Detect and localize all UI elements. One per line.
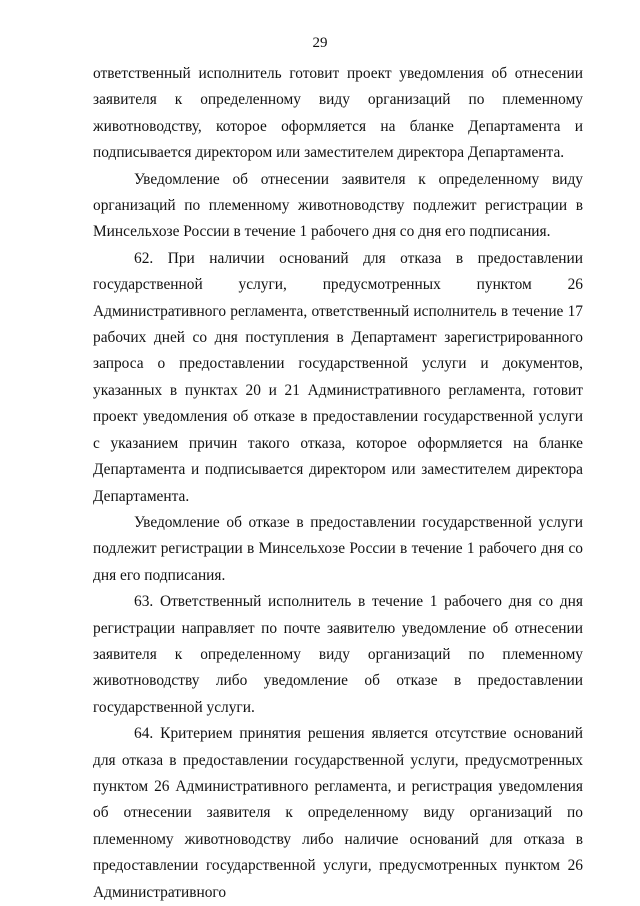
document-body — [93, 61, 583, 906]
paragraph-62-notice: Уведомление об отказе в предоставлении государственной услуги подлежит регистрации в Минсельхозе России в течение 1 рабочего дня со дня его подписания. — [93, 513, 583, 584]
paragraph-64: 64. Критерием принятия решения является отсутствие оснований для отказа в предоставлении государственной услуги, предусмотренных пунктом 26 Административного регламента, и регистрация уведомления об отнесении заявителя к определенному виду организаций по племенному животноводству либо наличие оснований для отказа в предоставлении государственной услуги, предусмотренных пунктом 26 Административного — [93, 725, 583, 901]
page-number: 29 — [312, 35, 328, 51]
paragraph-2: Уведомление об отнесении заявителя к определенному виду организаций по племенному животноводству подлежит регистрации в Минсельхозе России в течение 1 рабочего дня со дня его подписания. — [93, 170, 583, 241]
paragraph-62: 62. При наличии оснований для отказа в предоставлении государственной услуги, предусмотренных пунктом 26 Административного регламента, ответственный исполнитель в течение 17 рабочих дней со дня поступления в Департамент зарегистрированного запроса о предоставлении государственной услуги и документов, указанных в пунктах 20 и 21 Административного регламента, готовит проект уведомления об отказе в предоставлении государственной услуги с указанием причин такого отказа, которое оформляется на бланке Департамента и подписывается директором или заместителем директора Департамента. — [93, 249, 583, 505]
paragraph-63: 63. Ответственный исполнитель в течение 1 рабочего дня со дня регистрации направляет по почте заявителю уведомление об отнесении заявителя к определенному виду организаций по племенному животноводству либо уведомление об отказе в предоставлении государственной услуги. — [93, 593, 583, 716]
paragraph-1: ответственный исполнитель готовит проект уведомления об отнесении заявителя к определенному виду организаций по племенному животноводству, которое оформляется на бланке Департамента и подписывается директором или заместителем директора Департамента. — [93, 65, 583, 162]
